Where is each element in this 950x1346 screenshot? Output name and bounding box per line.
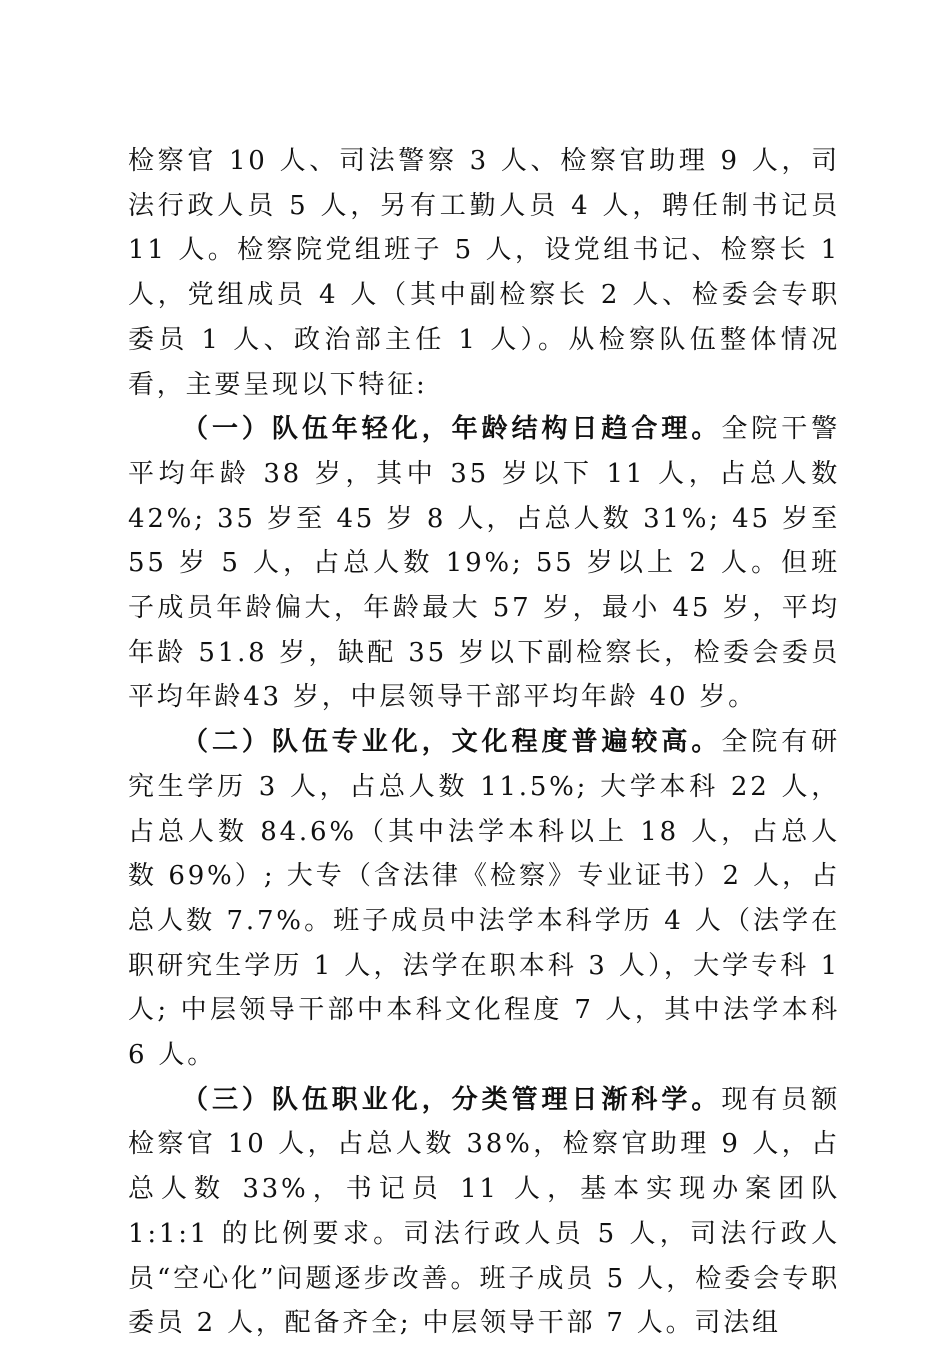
paragraph-text: 检察官 10 人、司法警察 3 人、检察官助理 9 人，司法行政人员 5 人，另有工勤人员 4 人，聘任制书记员 11 人。检察院党组班子 5 人，设党组书记、检察长 1 人，党组成员 4 人（其中副检察长 2 人、检委会专职委员 1 人、政治部主任 1 人）。从检察队伍整体情况看，主要呈现以下特征: — [128, 146, 840, 400]
section-heading: （一）队伍年轻化，年龄结构日趋合理。 — [182, 414, 722, 445]
paragraph-section-2 — [128, 720, 840, 1078]
section-heading: （三）队伍职业化，分类管理日渐科学。 — [182, 1084, 722, 1115]
paragraph-text: 全院有研究生学历 3 人，占总人数 11.5%; 大学本科 22 人，占总人数 84.6%（其中法学本科以上 18 人，占总人数 69%）; 大专（含法律《检察》专业证书）2 人，占总人数 7.7%。班子成员中法学本科学历 4 人（法学在职研究生学历 1 人，法学在职本科 3 人），大学专科 1 人; 中层领导干部中本科文化程度 7 人，其中法学本科 6 人。 — [128, 727, 840, 1071]
document-body — [128, 139, 840, 1346]
section-heading: （二）队伍专业化，文化程度普遍较高。 — [182, 727, 722, 758]
paragraph-section-3 — [128, 1078, 840, 1346]
paragraph-intro — [128, 139, 840, 407]
paragraph-section-1 — [128, 407, 840, 720]
paragraph-text: 现有员额检察官 10 人，占总人数 38%，检察官助理 9 人，占总人数 33%，书记员 11 人，基本实现办案团队 1:1:1 的比例要求。司法行政人员 5 人，司法行政人员“空心化”问题逐步改善。班子成员 5 人，检委会专职委员 2 人，配备齐全; 中层领导干部 7 人。司法组 — [128, 1084, 840, 1339]
paragraph-text: 全院干警平均年龄 38 岁，其中 35 岁以下 11 人，占总人数 42%; 35 岁至 45 岁 8 人，占总人数 31%; 45 岁至 55 岁 5 人，占总人数 19%; 55 岁以上 2 人。但班子成员年龄偏大，年龄最大 57 岁，最小 45 岁，平均年龄 51.8 岁，缺配 35 岁以下副检察长，检委会委员平均年龄43 岁，中层领导干部平均年龄 40 岁。 — [128, 414, 840, 713]
